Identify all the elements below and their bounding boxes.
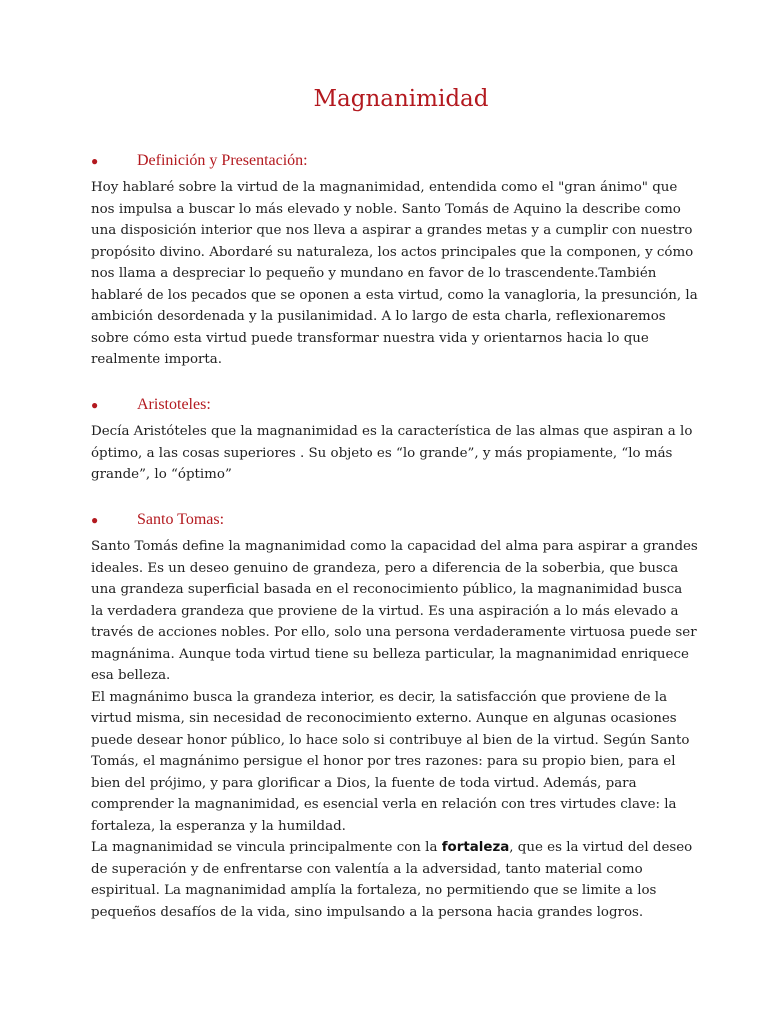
section-paragraph-santo-tomas <box>91 536 698 923</box>
paragraph-line: comprender la magnanimidad, es esencial verla en relación con tres virtudes clave: la <box>91 797 677 812</box>
paragraph-line: una disposición interior que nos lleva a aspirar a grandes metas y a cumplir con nuestro <box>91 223 693 238</box>
paragraph-line: Hoy hablaré sobre la virtud de la magnanimidad, entendida como el "gran ánimo" que <box>91 180 678 195</box>
paragraph-line: hablaré de los pecados que se oponen a esta virtud, como la vanagloria, la presunción, la <box>91 287 698 303</box>
bold-term: fortaleza <box>441 840 510 855</box>
paragraph-line: Tomás, el magnánimo persigue el honor por tres razones: para su propio bien, para el <box>91 754 676 769</box>
paragraph-line: El magnánimo busca la grandeza interior, es decir, la satisfacción que proviene de la <box>91 689 668 705</box>
section-heading-text: Definición y Presentación: <box>137 152 308 169</box>
bullet-icon: ● <box>91 154 99 168</box>
paragraph-line: ideales. Es un deseo genuino de grandeza, pero a diferencia de la soberbia, que busca <box>91 560 679 576</box>
paragraph-line: esa belleza. <box>91 668 171 683</box>
bullet-icon: ● <box>91 398 99 412</box>
paragraph-line: espiritual. La magnanimidad amplía la fortaleza, no permitiendo que se limite a los <box>91 883 657 898</box>
paragraph-line: virtud misma, sin necesidad de reconocimiento externo. Aunque en algunas ocasiones <box>91 711 677 726</box>
paragraph-line: una grandeza superficial basada en el reconocimiento público, la magnanimidad busca <box>91 582 683 597</box>
paragraph-line: través de acciones nobles. Por ello, solo una persona verdaderamente virtuosa puede ser <box>91 625 697 640</box>
paragraph-line: de superación y de enfrentarse con valentía a la adversidad, tanto material como <box>91 861 643 877</box>
section-heading-text: Santo Tomas: <box>137 511 225 528</box>
paragraph-line: Decía Aristóteles que la magnanimidad es la característica de las almas que aspiran a lo <box>91 424 693 439</box>
paragraph-line: la verdadera grandeza que proviene de la virtud. Es una aspiración a lo más elevado a <box>91 603 679 619</box>
paragraph-line: magnánima. Aunque toda virtud tiene su belleza particular, la magnanimidad enriquece <box>91 646 689 662</box>
line-text-before-bold: La magnanimidad se vincula principalmente con la <box>91 840 442 855</box>
paragraph-line: sobre cómo esta virtud puede transformar nuestra vida y orientarnos hacia lo que <box>91 330 649 346</box>
paragraph-line: realmente importa. <box>91 352 223 367</box>
section-heading-text: Aristoteles: <box>137 396 211 413</box>
page-title: Magnanimidad <box>313 86 489 112</box>
section-paragraph-definicion <box>91 177 698 371</box>
bullet-icon: ● <box>91 513 99 527</box>
paragraph-line: nos llama a despreciar lo pequeño y mundano en favor de lo trascendente.También <box>91 266 657 281</box>
paragraph-line: propósito divino. Abordaré su naturaleza, los actos principales que la componen, y cómo <box>91 244 694 260</box>
paragraph-line: ambición desordenada y la pusilanimidad. A lo largo de esta charla, reflexionaremos <box>91 309 666 324</box>
paragraph-line: bien del prójimo, y para glorificar a Dios, la fuente de toda virtud. Además, para <box>91 775 637 791</box>
section-paragraph-aristoteles <box>91 421 693 486</box>
paragraph-line: grande”, lo “óptimo” <box>91 467 232 482</box>
paragraph-line: puede desear honor público, lo hace solo si contribuye al bien de la virtud. Según Santo <box>91 732 690 748</box>
paragraph-line: nos impulsa a buscar lo más elevado y noble. Santo Tomás de Aquino la describe como <box>91 201 681 217</box>
paragraph-line: pequeños desafíos de la vida, sino impulsando a la persona hacia grandes logros. <box>91 904 644 920</box>
paragraph-line: fortaleza, la esperanza y la humildad. <box>91 818 346 834</box>
paragraph-line-with-bold <box>91 837 693 859</box>
paragraph-line: óptimo, a las cosas superiores . Su objeto es “lo grande”, y más propiamente, “lo más <box>91 445 673 461</box>
paragraph-line: Santo Tomás define la magnanimidad como la capacidad del alma para aspirar a grandes <box>91 539 698 554</box>
line-text-after-bold: , que es la virtud del deseo <box>509 840 693 855</box>
